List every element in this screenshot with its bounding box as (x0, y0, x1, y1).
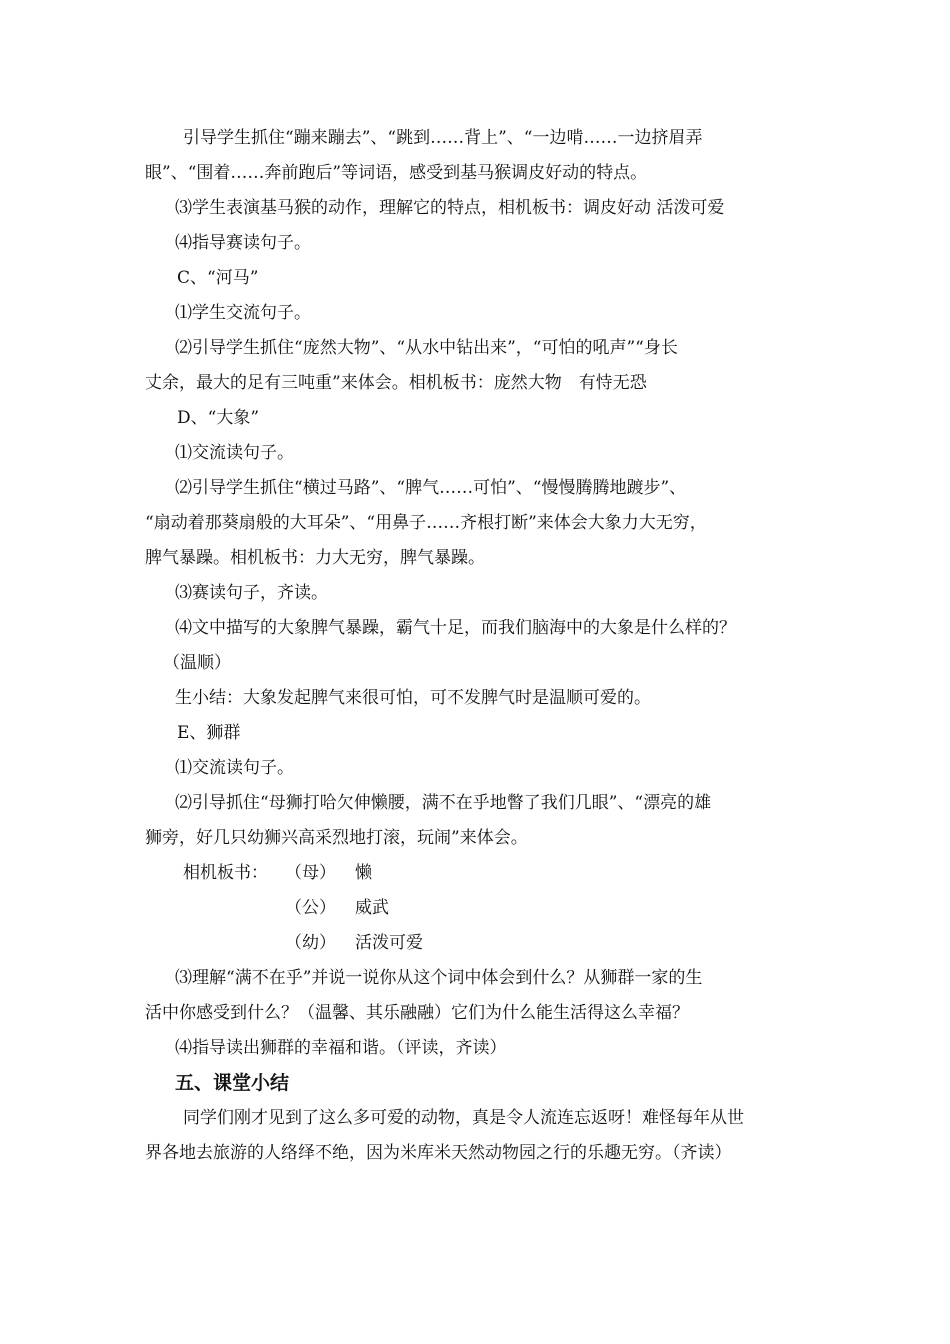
d-step-4-answer: （温顺） (163, 653, 231, 673)
d-step-2-line-1: ⑵引导学生抓住“横过马路”、“脾气……可怕”、“慢慢腾腾地踱步”、 (175, 478, 687, 498)
board-row-mother-value: 懒 (355, 863, 372, 883)
board-label: 相机板书： (183, 863, 268, 883)
e-step-4: ⑷指导读出狮群的幸福和谐。（评读，齐读） (175, 1038, 507, 1058)
c-step-2-line-2: 丈余，最大的足有三吨重”来体会。相机板书：庞然大物 有恃无恐 (145, 373, 647, 393)
section-e-title: E、狮群 (177, 723, 241, 743)
e-step-1: ⑴交流读句子。 (175, 758, 294, 778)
para-1-line-1: 引导学生抓住“蹦来蹦去”、“跳到……背上”、“一边啃……一边挤眉弄 (183, 128, 703, 148)
e-step-3-line-1: ⑶理解“满不在乎”并说一说你从这个词中体会到什么？从狮群一家的生 (175, 968, 703, 988)
d-step-3: ⑶赛读句子，齐读。 (175, 583, 328, 603)
board-row-cub-value: 活泼可爱 (355, 933, 423, 953)
board-row-male-value: 威武 (355, 898, 389, 918)
d-step-4: ⑷文中描写的大象脾气暴躁，霸气十足，而我们脑海中的大象是什么样的？ (175, 618, 736, 638)
board-row-male-key: （公） (285, 898, 336, 918)
student-summary: 生小结：大象发起脾气来很可怕，可不发脾气时是温顺可爱的。 (175, 688, 651, 708)
step-4-line: ⑷指导赛读句子。 (175, 233, 311, 253)
section-d-title: D、“大象” (177, 408, 260, 428)
section-heading: 五、课堂小结 (175, 1072, 290, 1094)
section-c-title: C、“河马” (177, 268, 259, 288)
c-step-2-line-1: ⑵引导学生抓住“庞然大物”、“从水中钻出来”，“可怕的吼声”“身长 (175, 338, 678, 358)
summary-line-2: 界各地去旅游的人络绎不绝，因为米库米天然动物园之行的乐趣无穷。（齐读） (145, 1143, 732, 1163)
d-step-2-line-3: 脾气暴躁。相机板书：力大无穷，脾气暴躁。 (145, 548, 485, 568)
board-row-mother-key: （母） (285, 863, 336, 883)
step-3-line: ⑶学生表演基马猴的动作，理解它的特点，相机板书：调皮好动 活泼可爱 (175, 198, 725, 218)
d-step-1: ⑴交流读句子。 (175, 443, 294, 463)
para-1-line-2: 眼”、“围着……奔前跑后”等词语，感受到基马猴调皮好动的特点。 (145, 163, 648, 183)
e-step-2-line-2: 狮旁，好几只幼狮兴高采烈地打滚，玩闹”来体会。 (145, 828, 528, 848)
c-step-1: ⑴学生交流句子。 (175, 303, 311, 323)
e-step-3-line-2: 活中你感受到什么？（温馨、其乐融融）它们为什么能生活得这么幸福？ (145, 1003, 689, 1023)
board-row-cub-key: （幼） (285, 933, 336, 953)
e-step-2-line-1: ⑵引导抓住“母狮打哈欠伸懒腰，满不在乎地瞥了我们几眼”、“漂亮的雄 (175, 793, 712, 813)
d-step-2-line-2: “扇动着那葵扇般的大耳朵”、“用鼻子……齐根打断”来体会大象力大无穷， (145, 513, 707, 533)
summary-line-1: 同学们刚才见到了这么多可爱的动物，真是令人流连忘返呀！难怪每年从世 (183, 1108, 744, 1128)
